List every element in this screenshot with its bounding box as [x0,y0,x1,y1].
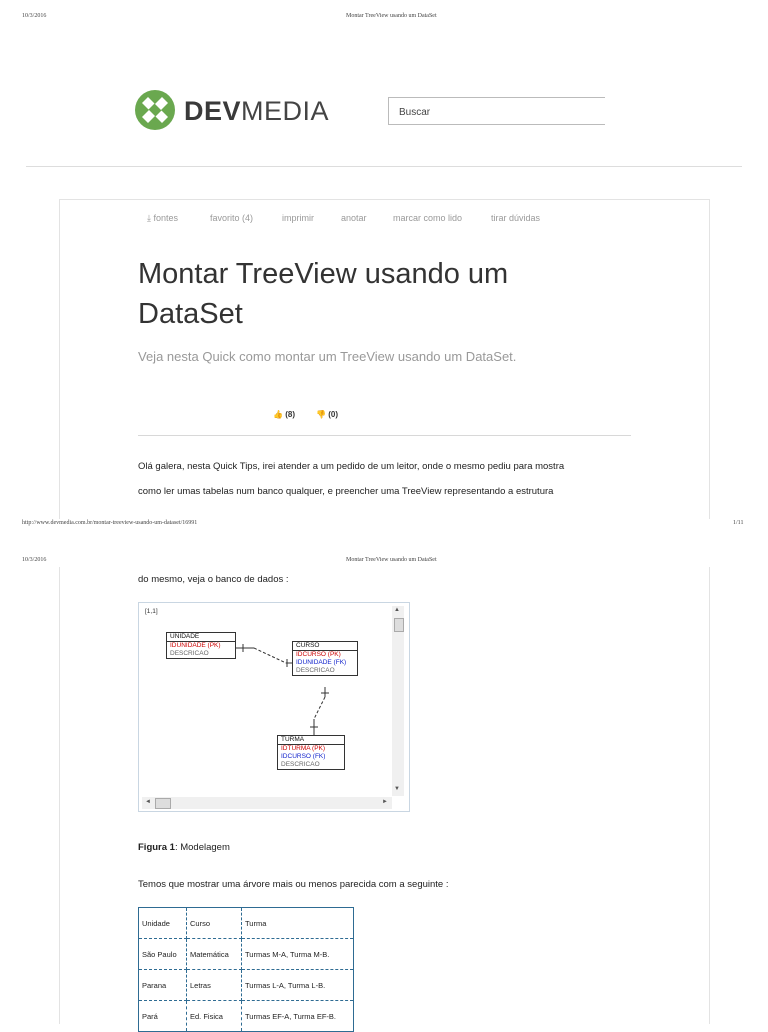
entity-curso: CURSO IDCURSO (PK) IDUNIDADE (FK) DESCRICAO [292,641,358,676]
table-header-cell: Unidade [139,908,187,939]
print-page-number: 1/11 [733,520,744,526]
table-row [139,939,354,970]
header-divider [26,166,742,167]
table-cell: Turmas M-A, Turma M-B. [242,939,354,970]
figure-caption: Figura 1: Modelagem [138,842,230,853]
anotar-button[interactable]: anotar [341,213,367,223]
table-cell: Turmas L-A, Turma L-B. [242,970,354,1001]
table-row [139,970,354,1001]
scrollbar-thumb[interactable] [394,618,404,632]
print-date: 10/3/2016 [22,13,47,19]
scroll-down-icon[interactable]: ▼ [394,786,400,792]
entity-turma: TURMA IDTURMA (PK) IDCURSO (FK) DESCRICAO [277,735,345,770]
diagram-corner-label: [1,1] [145,608,158,615]
thumbs-down-icon: 👎 [316,410,326,419]
imprimir-button[interactable]: imprimir [282,213,314,223]
tirar-duvidas-button[interactable]: tirar dúvidas [491,213,541,223]
print-title: Montar TreeView usando um DataSet [346,13,437,19]
vertical-scrollbar[interactable] [392,606,404,796]
table-row [139,1001,354,1032]
vote-divider [138,435,631,436]
paragraph-line: do mesmo, veja o banco de dados : [138,574,289,585]
entity-unidade: UNIDADE IDUNIDADE (PK) DESCRICAO [166,632,236,659]
table-cell: Parana [139,970,187,1001]
table-cell: Matemática [187,939,242,970]
table-header-row [139,908,354,939]
table-cell: Pará [139,1001,187,1032]
dislike-button[interactable]: 👎 (0) [316,410,338,419]
scrollbar-thumb-h[interactable] [155,798,171,809]
fontes-button[interactable]: ⤓ fontes [147,213,179,223]
scroll-left-icon[interactable]: ◄ [145,799,151,805]
table-header-cell: Curso [187,908,242,939]
er-diagram [138,602,410,812]
favorito-button[interactable]: favorito (4) [210,213,254,223]
table-cell: Letras [187,970,242,1001]
thumbs-up-icon: 👍 [273,410,283,419]
tree-table [138,907,354,1032]
table-cell: Ed. Fisica [187,1001,242,1032]
paragraph-line: como ler umas tabelas num banco qualquer, e preencher uma TreeView representando a estrutura [138,486,554,497]
table-cell: Turmas EF-A, Turma EF-B. [242,1001,354,1032]
search-input[interactable]: Buscar [388,97,605,125]
horizontal-scrollbar[interactable] [142,797,392,809]
scroll-up-icon[interactable]: ▲ [394,607,400,613]
print-url: http://www.devmedia.com.br/montar-treeview-usando-um-dataset/16991 [22,520,198,526]
devmedia-logo[interactable]: DEVMEDIA [184,96,330,126]
table-header-cell: Turma [242,908,354,939]
page-title: Montar TreeView usando um DataSet [138,258,509,330]
like-button[interactable]: 👍 (8) [273,410,295,419]
print-title: Montar TreeView usando um DataSet [346,557,437,563]
table-cell: São Paulo [139,939,187,970]
scroll-right-icon[interactable]: ► [382,799,388,805]
devmedia-logo-icon[interactable] [135,90,175,130]
marcar-lido-button[interactable]: marcar como lido [393,213,463,223]
paragraph-line: Olá galera, nesta Quick Tips, irei atender a um pedido de um leitor, onde o mesmo pediu para mostra [138,461,565,472]
paragraph-line: Temos que mostrar uma árvore mais ou menos parecida com a seguinte : [138,879,449,890]
page-subtitle: Veja nesta Quick como montar um TreeView usando um DataSet. [138,349,517,364]
download-icon: ⤓ [147,213,151,223]
print-date: 10/3/2016 [22,557,47,563]
